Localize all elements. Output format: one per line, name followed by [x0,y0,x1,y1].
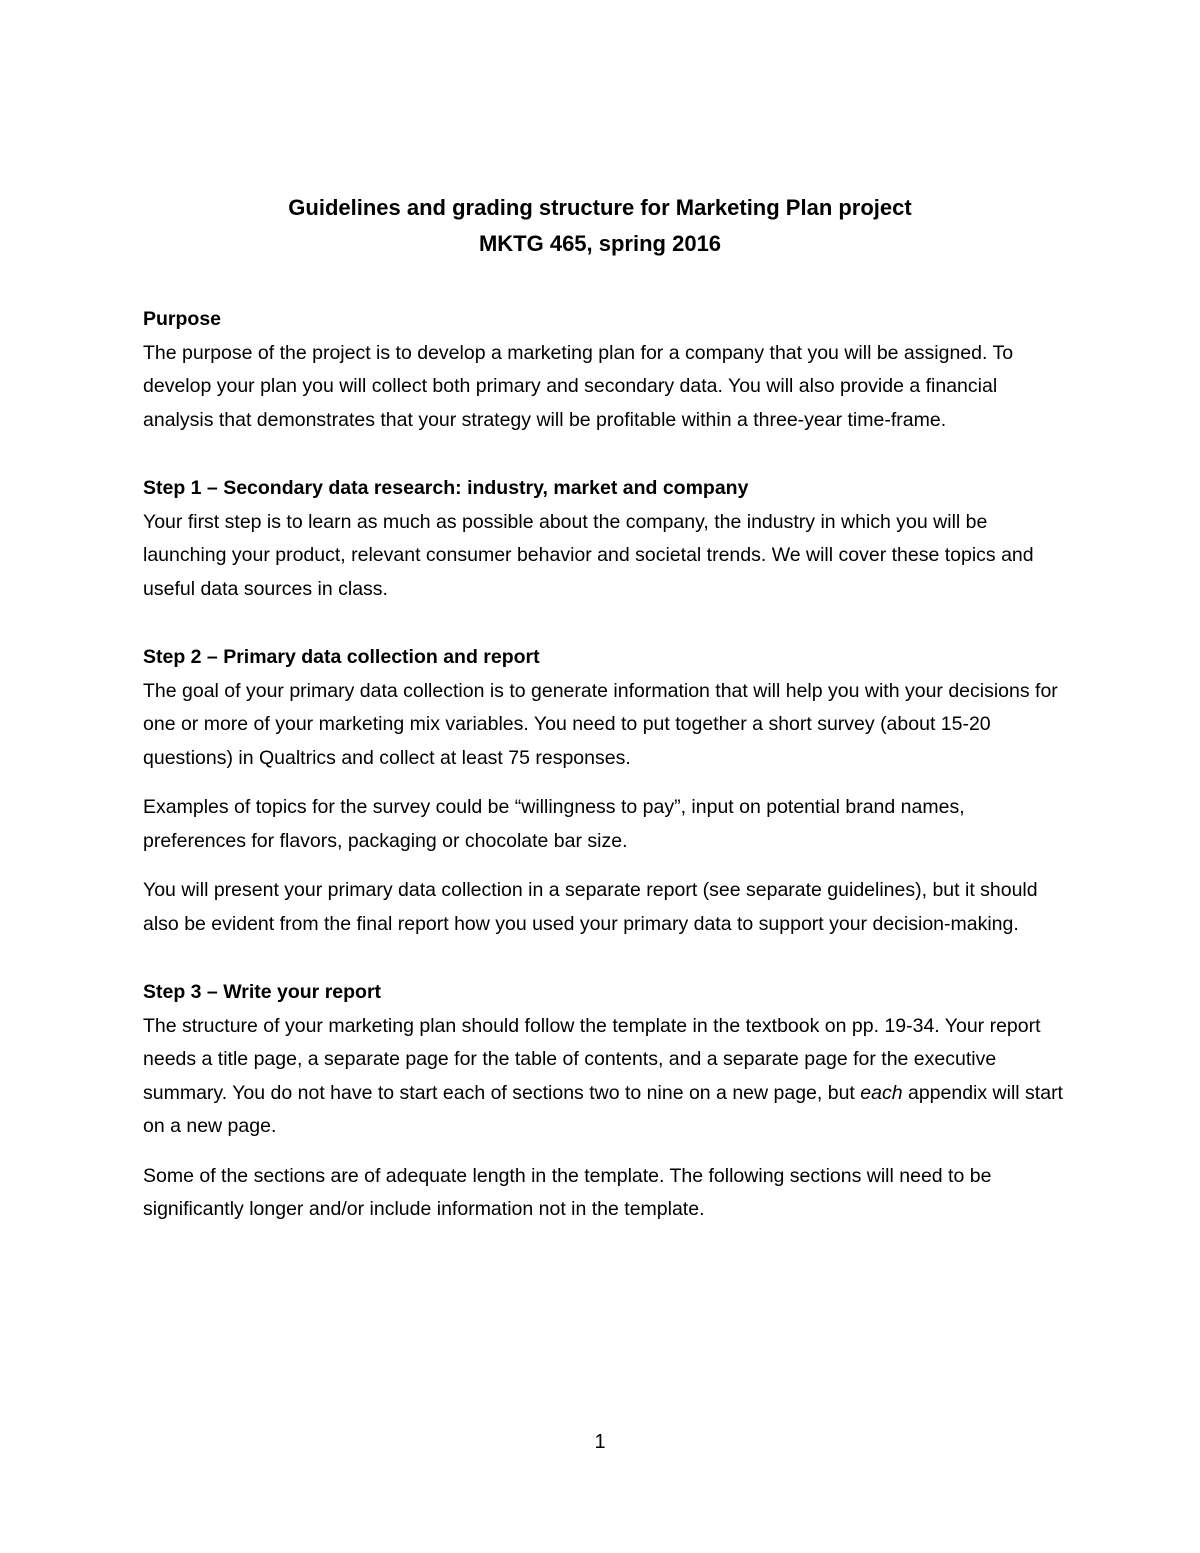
document-body [143,303,1068,1262]
section-heading: Step 2 – Primary data collection and report [143,646,540,668]
paragraph: The purpose of the project is to develop a marketing plan for a company that you will be assigned. To develop your plan you will collect both primary and secondary data. You will also provide a financial analysis that demonstrates that your strategy will be profitable within a three-year time-frame. [143,341,1014,431]
section-heading: Step 3 – Write your report [143,981,382,1003]
paragraph: The goal of your primary data collection is to generate information that will help you with your decisions for one or more of your marketing mix variables. You need to put together a short survey (about 15-20 questions) in Qualtrics and collect at least 75 responses. [143,679,1058,769]
section-heading: Step 1 – Secondary data research: industry, market and company [143,477,749,499]
emphasis-text: each [860,1081,903,1104]
section-heading: Purpose [143,308,222,330]
document-subtitle: MKTG 465, spring 2016 [478,231,722,256]
paragraph-text: The structure of your marketing plan should follow the template in the textbook on pp. 19-34. Your report needs a title page, a separate page for the table of contents, and a separate page for the executive summary. You do not have to start each of sections two to nine on a new page, but [143,1014,1041,1104]
paragraph: Examples of topics for the survey could be “willingness to pay”, input on potential brand names, preferences for flavors, packaging or chocolate bar size. [143,796,965,852]
section-step-1 [143,472,1068,606]
paragraph: Some of the sections are of adequate length in the template. The following sections will need to be significantly longer and/or include information not in the template. [143,1164,992,1220]
paragraph: You will present your primary data collection in a separate report (see separate guidelines), but it should also be evident from the final report how you used your primary data to support your decision-making. [143,879,1038,935]
paragraph [143,1010,1068,1144]
section-purpose [143,303,1068,437]
document-title: Guidelines and grading structure for Marketing Plan project [288,195,912,220]
page-number: 1 [594,1431,606,1453]
title-block [0,190,1200,262]
section-step-3 [143,976,1068,1227]
paragraph-text-end: appendix will start on a new page. [143,1081,1063,1137]
paragraph: Your first step is to learn as much as possible about the company, the industry in which you will be launching your product, relevant consumer behavior and societal trends. We will cover these topics and useful data sources in class. [143,510,1034,600]
section-step-2 [143,641,1068,941]
